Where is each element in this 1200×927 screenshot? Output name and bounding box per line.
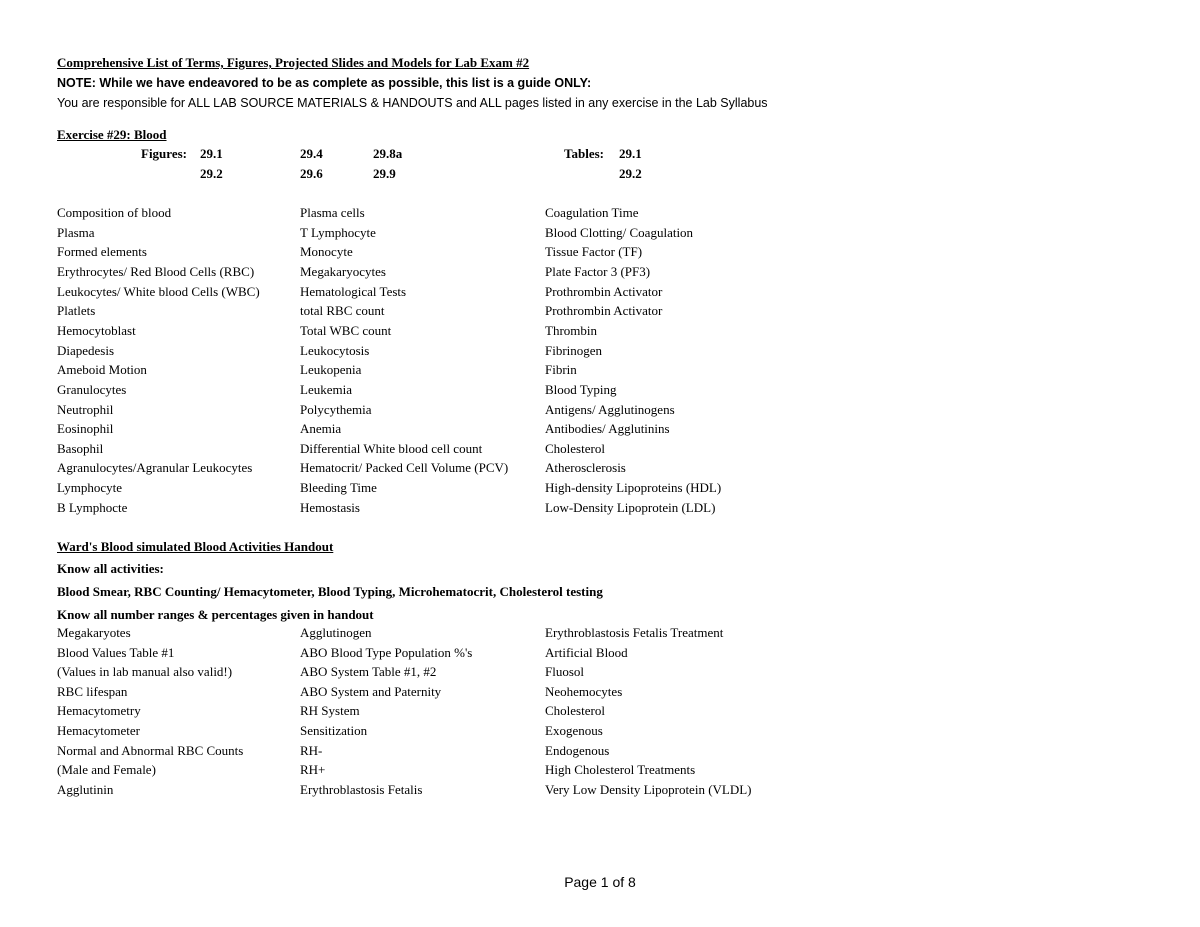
- term-item: Fibrinogen: [545, 342, 603, 358]
- term-item: Prothrombin Activator: [545, 283, 663, 299]
- term-item: Fluosol: [545, 664, 585, 680]
- term-item: Anemia: [300, 421, 342, 437]
- term-item: Cholesterol: [545, 440, 605, 456]
- figure-ref: 29.4: [300, 146, 323, 161]
- term-item: Hematocrit/ Packed Cell Volume (PCV): [300, 460, 509, 476]
- know-activities-line: Know all activities:: [57, 561, 164, 576]
- term-item: Plasma: [57, 224, 95, 240]
- table-ref: 29.2: [619, 166, 642, 181]
- figure-ref: 29.1: [200, 146, 223, 161]
- term-item: (Values in lab manual also valid!): [57, 664, 233, 680]
- term-item: Leukopenia: [300, 362, 362, 378]
- term-item: Eosinophil: [57, 421, 114, 437]
- term-item: ABO System and Paternity: [300, 683, 442, 699]
- term-item: Prothrombin Activator: [545, 303, 663, 319]
- figures-label: Figures:: [141, 146, 187, 161]
- term-item: Composition of blood: [57, 205, 172, 220]
- term-item: Polycythemia: [300, 401, 372, 417]
- term-item: Erythrocytes/ Red Blood Cells (RBC): [57, 263, 255, 279]
- term-item: Antibodies/ Agglutinins: [545, 421, 670, 437]
- page-number: Page 1 of 8: [564, 874, 636, 890]
- term-item: Megakaryotes: [57, 625, 131, 640]
- term-item: Agglutinogen: [300, 625, 372, 640]
- term-item: Erythroblastosis Fetalis: [300, 781, 423, 797]
- responsibility-line: You are responsible for ALL LAB SOURCE MATERIALS & HANDOUTS and ALL pages listed in any exercise in the Lab Syllabus: [57, 96, 768, 110]
- term-item: Artificial Blood: [545, 644, 628, 660]
- term-item: Neutrophil: [57, 401, 114, 417]
- exercise-29-heading: Exercise #29: Blood: [57, 127, 167, 142]
- term-item: total RBC count: [300, 303, 385, 319]
- term-item: Cholesterol: [545, 703, 605, 719]
- term-item: Diapedesis: [57, 342, 115, 358]
- term-item: Blood Values Table #1: [57, 644, 175, 660]
- term-item: Leukocytosis: [300, 342, 370, 358]
- term-item: Formed elements: [57, 244, 147, 260]
- note-line: NOTE: While we have endeavored to be as complete as possible, this list is a guide ONLY:: [57, 76, 592, 90]
- term-item: Agglutinin: [57, 781, 114, 797]
- term-item: Antigens/ Agglutinogens: [545, 401, 675, 417]
- term-item: Tissue Factor (TF): [545, 244, 643, 260]
- document-title: Comprehensive List of Terms, Figures, Projected Slides and Models for Lab Exam #2: [57, 55, 530, 70]
- term-item: High Cholesterol Treatments: [545, 762, 696, 778]
- term-item: ABO System Table #1, #2: [300, 664, 437, 680]
- term-item: Granulocytes: [57, 381, 127, 397]
- term-item: Erythroblastosis Fetalis Treatment: [545, 625, 724, 640]
- term-item: B Lymphocte: [57, 499, 128, 515]
- figure-ref: 29.8a: [373, 146, 403, 161]
- term-item: Fibrin: [545, 362, 577, 378]
- term-item: RH System: [300, 703, 360, 719]
- table-ref: 29.1: [619, 146, 642, 161]
- term-item: Atherosclerosis: [545, 460, 626, 476]
- figure-ref: 29.6: [300, 166, 323, 181]
- term-item: Hemacytometry: [57, 703, 141, 719]
- figure-ref: 29.9: [373, 166, 396, 181]
- term-item: Plate Factor 3 (PF3): [545, 263, 651, 279]
- term-item: Thrombin: [545, 322, 597, 338]
- term-item: Neohemocytes: [545, 683, 623, 699]
- term-item: RBC lifespan: [57, 683, 128, 699]
- term-item: Total WBC count: [300, 322, 392, 338]
- term-item: (Male and Female): [57, 762, 156, 778]
- term-item: Hemostasis: [300, 499, 360, 515]
- activities-line: Blood Smear, RBC Counting/ Hemacytometer, Blood Typing, Microhematocrit, Cholesterol testing: [57, 584, 603, 599]
- term-item: RH-: [300, 742, 323, 758]
- wards-handout-heading: Ward's Blood simulated Blood Activities Handout: [57, 539, 334, 554]
- term-item: RH+: [300, 762, 326, 778]
- term-item: ABO Blood Type Population %'s: [300, 644, 473, 660]
- term-item: Plasma cells: [300, 205, 365, 220]
- term-item: T Lymphocyte: [300, 224, 376, 240]
- term-item: Hematological Tests: [300, 283, 407, 299]
- term-item: Coagulation Time: [545, 205, 639, 220]
- term-item: Blood Typing: [545, 381, 617, 397]
- term-item: Blood Clotting/ Coagulation: [545, 224, 694, 240]
- term-item: Megakaryocytes: [300, 263, 386, 279]
- know-ranges-line: Know all number ranges & percentages given in handout: [57, 607, 374, 622]
- term-item: Endogenous: [545, 742, 610, 758]
- term-item: Basophil: [57, 440, 104, 456]
- term-item: Leukocytes/ White blood Cells (WBC): [57, 283, 260, 299]
- term-item: Exogenous: [545, 723, 603, 738]
- term-item: Sensitization: [300, 723, 368, 738]
- term-item: Differential White blood cell count: [300, 440, 483, 456]
- term-item: Normal and Abnormal RBC Counts: [57, 742, 244, 758]
- term-item: Platlets: [57, 303, 96, 319]
- figure-ref: 29.2: [200, 166, 223, 181]
- term-item: Bleeding Time: [300, 480, 377, 496]
- term-item: Monocyte: [300, 244, 353, 260]
- term-item: Low-Density Lipoprotein (LDL): [545, 499, 716, 515]
- term-item: Very Low Density Lipoprotein (VLDL): [545, 781, 752, 797]
- term-item: Hemacytometer: [57, 723, 141, 738]
- term-item: Leukemia: [300, 381, 352, 397]
- term-item: Hemocytoblast: [57, 322, 136, 338]
- term-item: Agranulocytes/Agranular Leukocytes: [57, 460, 253, 476]
- tables-label: Tables:: [564, 146, 604, 161]
- term-item: Ameboid Motion: [57, 362, 147, 378]
- term-item: Lymphocyte: [57, 480, 122, 496]
- term-item: High-density Lipoproteins (HDL): [545, 480, 722, 496]
